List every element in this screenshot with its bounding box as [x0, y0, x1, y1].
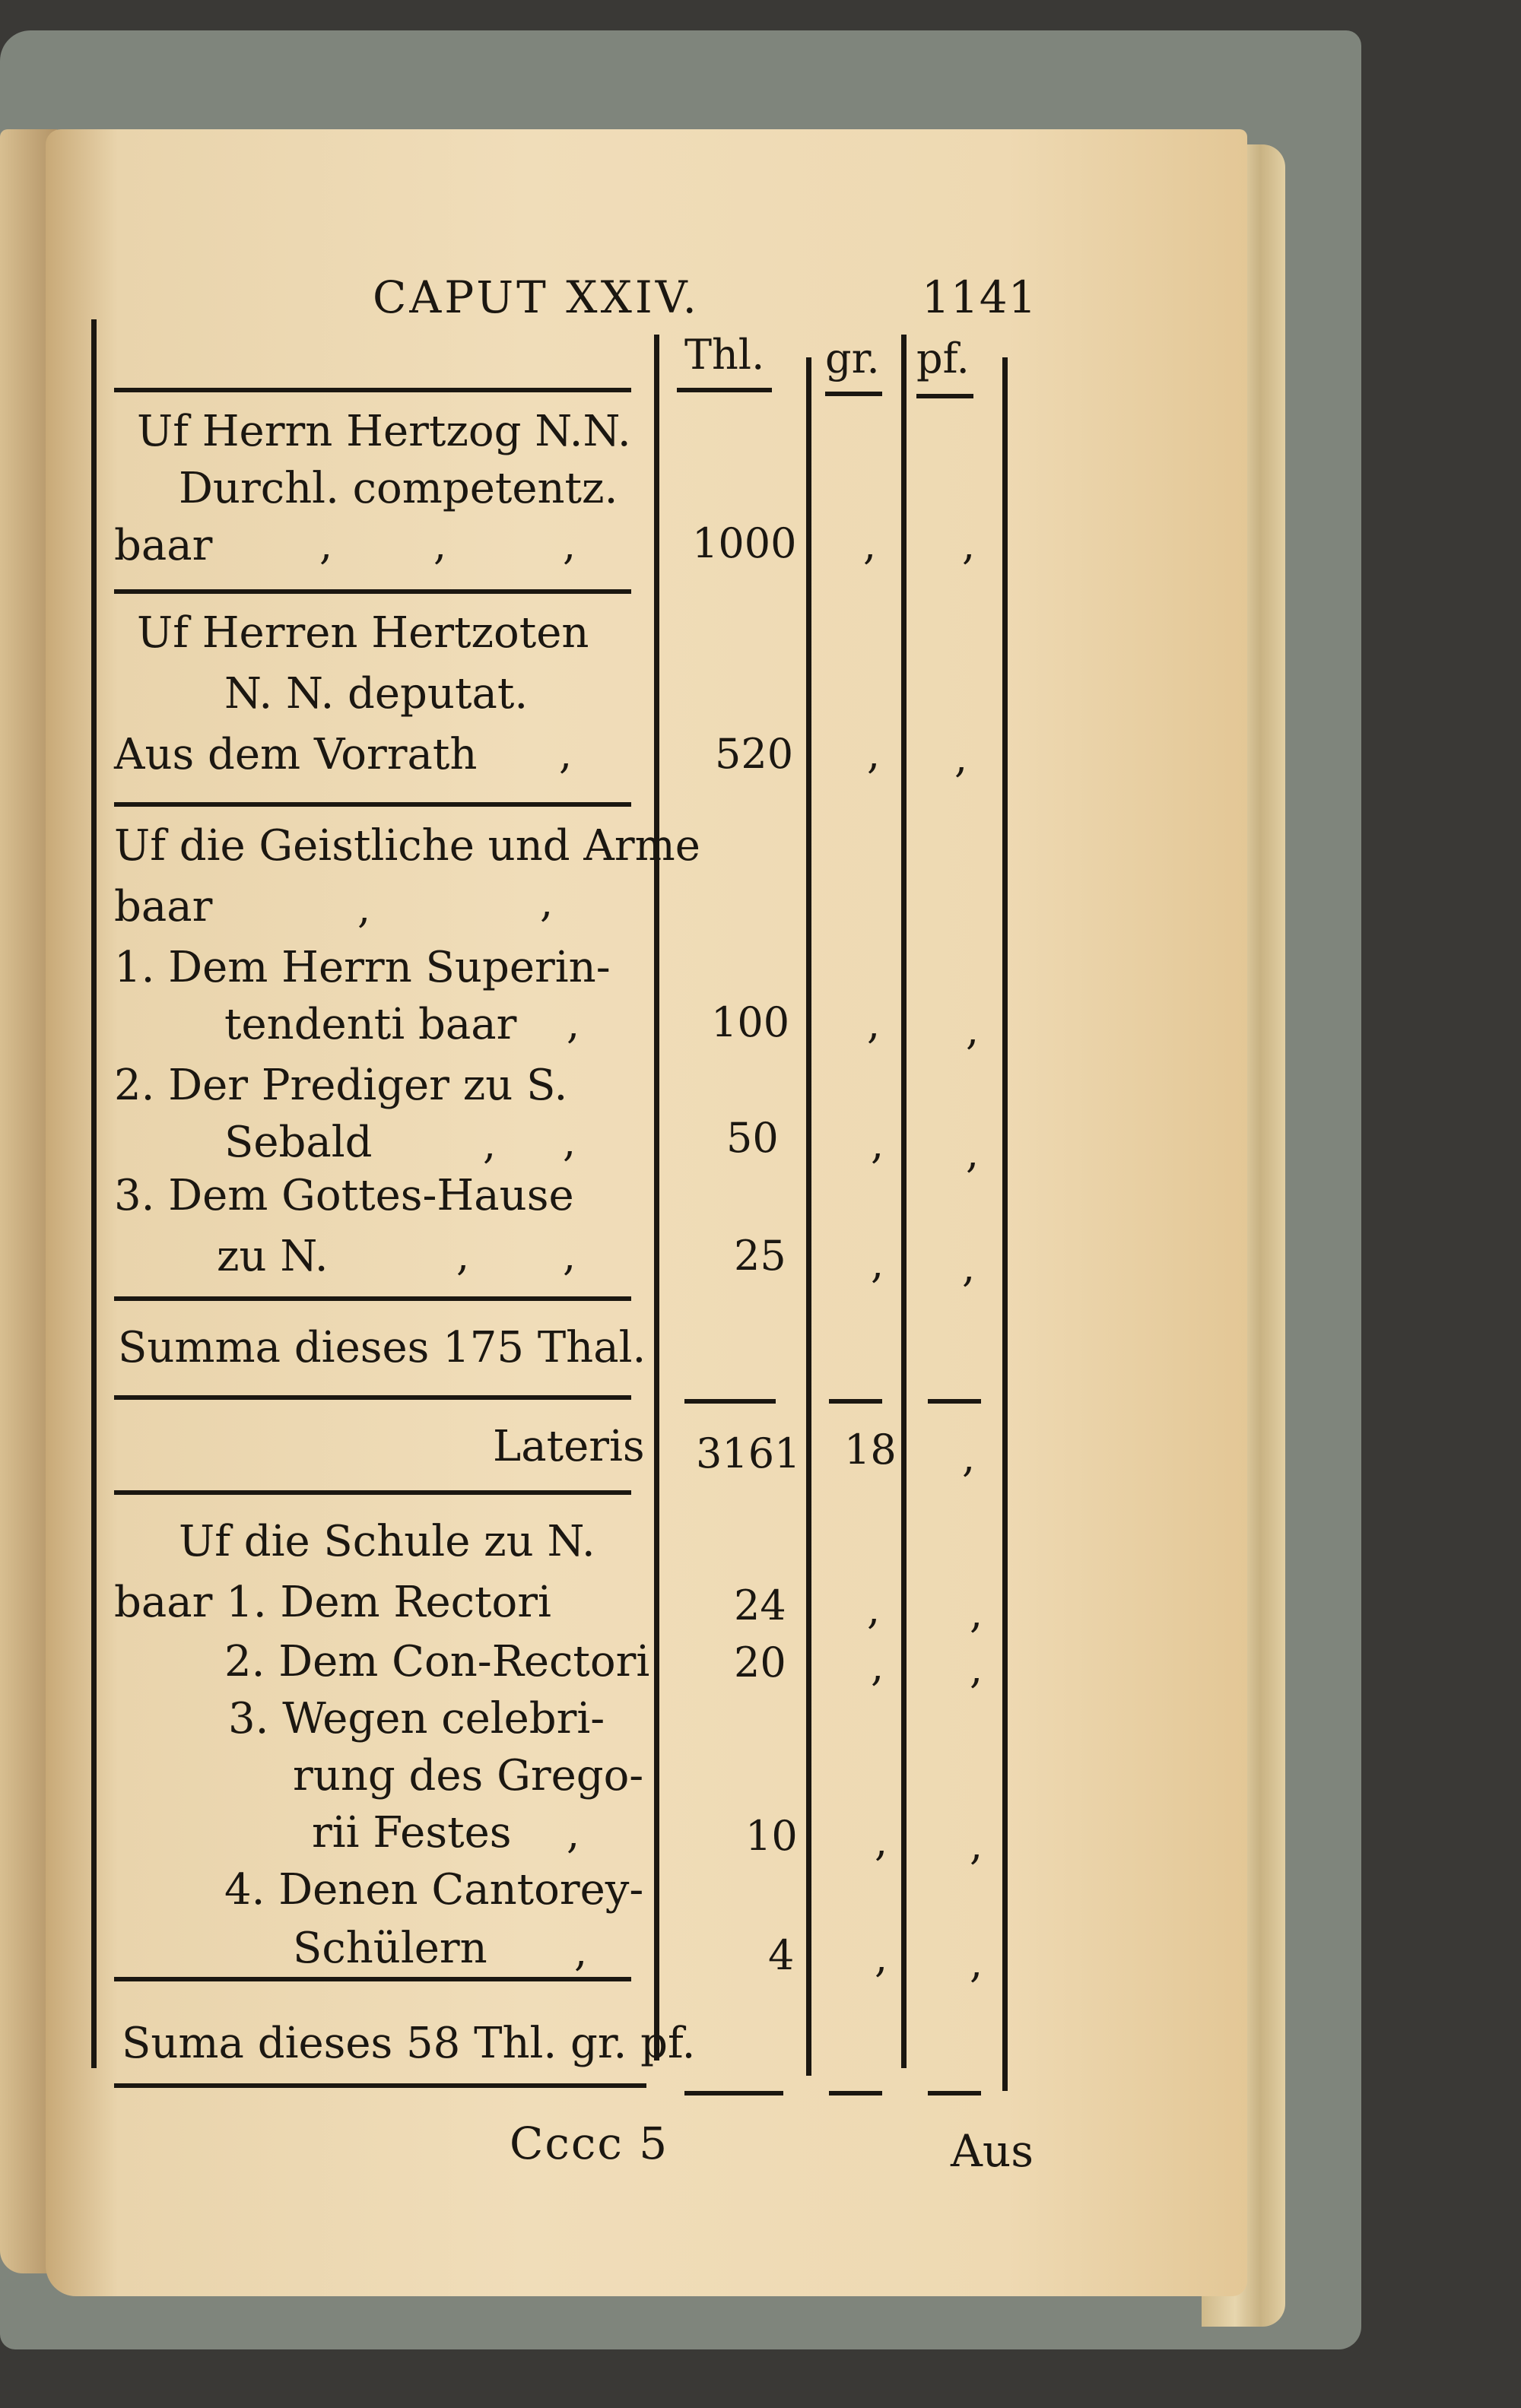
ditto-mark: , — [559, 730, 573, 778]
amount-thaler: 3161 — [696, 1429, 801, 1477]
amount-pfennig: , — [966, 1129, 980, 1177]
amount-pfennig: , — [962, 521, 976, 569]
amount-groschen: 18 — [844, 1426, 897, 1474]
right-border-rule — [1002, 357, 1008, 2091]
ditto-mark: , — [540, 878, 554, 926]
entry-line: 4. Denen Cantorey- — [224, 1865, 644, 1915]
sum-rule — [928, 1399, 981, 1404]
entry-separator — [114, 1977, 631, 1981]
column-head-rule — [916, 394, 973, 398]
entry-line: Aus dem Vorrath — [114, 730, 478, 779]
entry-line: N. N. deputat. — [224, 669, 529, 719]
ditto-mark: , — [433, 521, 447, 569]
amount-pfennig: , — [970, 1645, 983, 1693]
signature-mark: Cccc 5 — [510, 2118, 669, 2169]
amount-groschen: , — [871, 1120, 884, 1168]
groschen-column-rule — [901, 335, 907, 2068]
entry-line: baar 1. Dem Rectori — [114, 1578, 551, 1627]
entry-line: Durchl. competentz. — [179, 464, 618, 513]
entry-line: Uf Herrn Hertzog N.N. — [137, 407, 631, 456]
entry-separator — [114, 388, 631, 392]
carry-forward-label: Lateris — [493, 1422, 645, 1471]
entry-line: baar — [114, 521, 213, 570]
ditto-mark: , — [319, 521, 333, 569]
text-column-rule — [654, 335, 659, 2061]
sum-rule — [829, 1399, 882, 1404]
entry-line: Uf die Geistliche und Arme — [114, 821, 700, 871]
sum-rule — [928, 2091, 981, 2095]
amount-thaler: 520 — [715, 730, 794, 778]
left-border-rule — [91, 319, 97, 2068]
entry-line: rung des Grego- — [293, 1751, 644, 1800]
amount-pfennig: , — [962, 1433, 976, 1481]
running-head: CAPUT XXIV. — [373, 271, 700, 323]
ditto-mark: , — [563, 521, 576, 569]
amount-pfennig: , — [970, 1939, 983, 1987]
amount-pfennig: , — [970, 1589, 983, 1637]
ditto-mark: , — [563, 1118, 576, 1166]
amount-pfennig: , — [966, 1006, 980, 1054]
entry-line: Schülern — [293, 1924, 487, 1973]
amount-pfennig: , — [954, 734, 968, 782]
thaler-column-rule — [806, 357, 811, 2076]
amount-thaler: 10 — [745, 1812, 798, 1860]
ditto-mark: , — [456, 1232, 470, 1280]
amount-groschen: , — [867, 1000, 881, 1048]
ditto-mark: , — [357, 884, 371, 932]
entry-line: 2. Dem Con-Rectori — [224, 1637, 650, 1686]
amount-thaler: 4 — [768, 1931, 795, 1979]
amount-groschen: , — [867, 730, 881, 778]
entry-separator — [114, 589, 631, 594]
amount-thaler: 50 — [726, 1114, 779, 1162]
catchword: Aus — [951, 2125, 1034, 2177]
entry-line: baar — [114, 882, 213, 931]
amount-groschen: , — [863, 521, 877, 569]
amount-pfennig: , — [970, 1821, 983, 1869]
entry-line: zu N. — [217, 1232, 329, 1281]
amount-groschen: , — [871, 1642, 884, 1690]
entry-line: tendenti baar — [224, 1000, 517, 1049]
amount-groschen: , — [867, 1585, 881, 1633]
entry-separator — [114, 1490, 631, 1495]
amount-groschen: , — [875, 1817, 888, 1865]
amount-thaler: 24 — [734, 1582, 786, 1629]
entry-line: Uf die Schule zu N. — [179, 1517, 595, 1566]
amount-groschen: , — [871, 1239, 884, 1287]
sum-rule — [684, 2091, 783, 2095]
ditto-mark: , — [563, 1232, 576, 1280]
amount-thaler: 100 — [711, 998, 790, 1046]
sum-rule — [684, 1399, 776, 1404]
amount-groschen: , — [875, 1934, 888, 1981]
amount-pfennig: , — [962, 1243, 976, 1291]
column-head-pfennig: pf. — [916, 335, 970, 382]
ditto-mark: , — [567, 1810, 580, 1858]
entry-line: 2. Der Prediger zu S. — [114, 1061, 568, 1110]
column-head-rule — [825, 392, 882, 396]
sum-rule — [829, 2091, 882, 2095]
ditto-mark: , — [574, 1927, 588, 1975]
amount-thaler: 25 — [734, 1232, 786, 1280]
entry-line: 3. Dem Gottes-Hause — [114, 1171, 574, 1220]
column-head-thaler: Thl. — [684, 331, 765, 379]
column-head-rule — [677, 388, 772, 392]
amount-thaler: 1000 — [692, 519, 797, 567]
entry-line: Sebald — [224, 1118, 373, 1167]
entry-separator — [114, 1296, 631, 1301]
subtotal-line: Suma dieses 58 Thl. gr. pf. — [122, 2019, 696, 2068]
entry-line: 3. Wegen celebri- — [228, 1694, 605, 1743]
entry-line: rii Festes — [312, 1808, 512, 1858]
column-head-groschen: gr. — [825, 335, 880, 382]
subtotal-line: Summa dieses 175 Thal. — [118, 1323, 646, 1372]
entry-line: 1. Dem Herrn Superin- — [114, 943, 611, 992]
entry-separator — [114, 1395, 631, 1400]
entry-separator — [114, 802, 631, 807]
amount-thaler: 20 — [734, 1639, 786, 1686]
ditto-mark: , — [483, 1120, 497, 1168]
entry-line: Uf Herren Hertzoten — [137, 608, 589, 658]
ditto-mark: , — [567, 1000, 580, 1048]
entry-separator — [114, 2083, 646, 2088]
page-number: 1141 — [922, 271, 1037, 323]
